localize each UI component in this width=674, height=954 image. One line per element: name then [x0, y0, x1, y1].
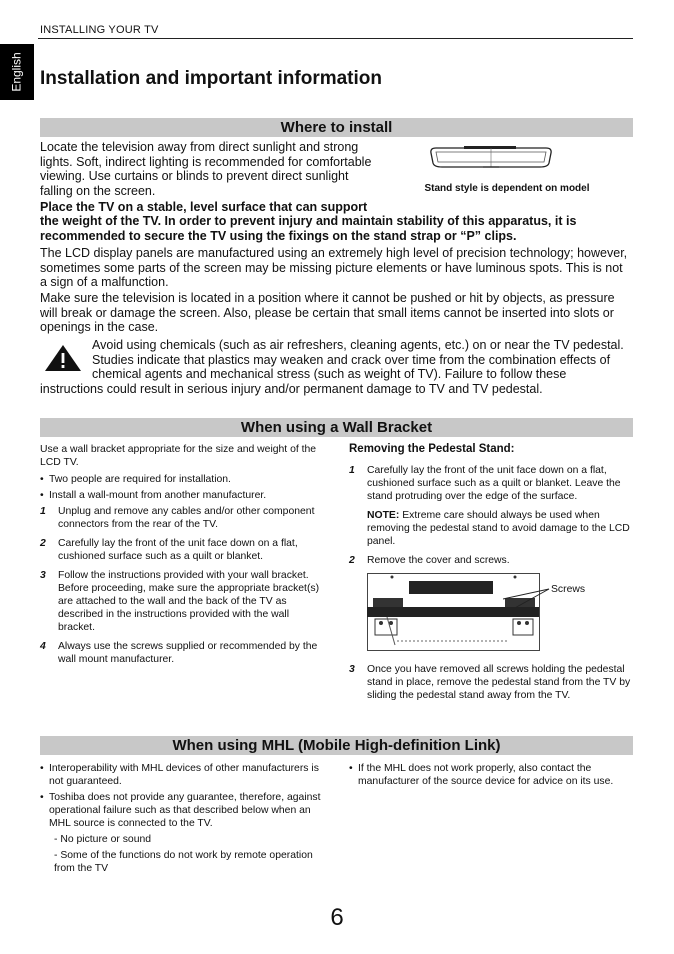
- image-caption: Stand style is dependent on model: [424, 183, 590, 194]
- list-item: • Toshiba does not provide any guarantee, therefore, against operational failure such as that described below when an MHL source is connected to the TV.: [40, 792, 321, 829]
- lcd-paragraph: The LCD display panels are manufactured using an extremely high level of precision technology; however, sometimes some parts of the screen may be missing picture elements or have luminous spots. This is not a sign of a malfunction.: [40, 246, 628, 289]
- language-tab: [0, 44, 34, 100]
- remove-step-1: 1 Carefully lay the front of the unit face down on a flat, cushioned surface such as a quilt or blanket. Leave the stand protruding over the edge of the surface.: [349, 465, 621, 502]
- list-item: • If the MHL does not work properly, also contact the manufacturer of the source device for advice on its use.: [349, 763, 614, 787]
- language-tab-label: English: [10, 52, 25, 92]
- safety-bold-line-1: Place the TV on a stable, level surface that can support: [40, 200, 368, 214]
- safety-bold-line-2: the weight of the TV. In order to prevent injury and maintain stability of this apparatus, it is recommended to secure the TV using the fixings on the stand strap or “P” clips.: [40, 214, 577, 243]
- page-title: Installation and important information: [40, 68, 382, 89]
- section-header-label: INSTALLING YOUR TV: [40, 24, 159, 36]
- intro-paragraph: Locate the television away from direct sunlight and strong lights. Soft, indirect lighting is recommended for comfortable viewing. Use curtains or blinds to prevent direct sunlight falling on the screen.: [40, 140, 372, 198]
- list-item: • Install a wall-mount from another manufacturer.: [40, 490, 267, 501]
- wall-step-2: 2 Carefully lay the front of the unit face down on a flat, cushioned surface such as a quilt or blanket.: [40, 538, 298, 562]
- chemical-warning: [40, 338, 632, 396]
- wall-step-4: 4 Always use the screws supplied or recommended by the wall mount manufacturer.: [40, 641, 318, 665]
- note: NOTE: Extreme care should always be used when removing the pedestal stand to avoid damage to the LCD panel.: [367, 510, 630, 547]
- remove-step-3: 3 Once you have removed all screws holding the pedestal stand in place, remove the pedestal stand from the TV by sliding the pedestal stand away from the TV.: [349, 664, 631, 701]
- screws-label: Screws: [551, 584, 586, 595]
- warning-paragraph: Avoid using chemicals (such as air refreshers, cleaning agents, etc.) on or near the TV pedestal. Studies indicate that plastics may weaken and crack over time from the combination effects of chemical agents and mechanical stress (such as weight of TV). Failure to follow these instructions could result in serious injury and/or permanent damage to TV and TV pedestal.: [40, 338, 624, 396]
- removing-stand-heading: Removing the Pedestal Stand:: [349, 443, 515, 455]
- sub-list-item: - No picture or sound: [54, 834, 152, 845]
- section-heading-mhl: When using MHL (Mobile High-definition Link): [40, 736, 633, 755]
- list-item: • Two people are required for installation.: [40, 474, 231, 485]
- wall-step-3: 3 Follow the instructions provided with your wall bracket. Before proceeding, make sure the appropriate bracket(s) are attached to the wall and the back of the TV as described in the instructions provided with the wall bracket.: [40, 570, 320, 633]
- header-divider: [38, 38, 633, 39]
- rear-diagram: [367, 573, 633, 655]
- mhl-left-column: [40, 762, 324, 878]
- placement-paragraph: Make sure the television is located in a position where it cannot be pushed or hit by objects, as pressure will break or damage the screen. Also, please be certain that small items cannot be inserted into slots or openings in the case.: [40, 291, 615, 334]
- wall-step-1: 1 Unplug and remove any cables and/or other component connectors from the rear of the TV.: [40, 506, 315, 530]
- wall-bracket-right-column: [349, 443, 633, 708]
- list-item: • Interoperability with MHL devices of other manufacturers is not guaranteed.: [40, 763, 319, 787]
- page-number: 6: [330, 904, 344, 931]
- warning-triangle-icon: [44, 344, 82, 372]
- wall-bracket-left-column: [40, 443, 324, 672]
- section-heading-wall-bracket: When using a Wall Bracket: [40, 418, 633, 437]
- sub-list-item: - Some of the functions do not work by remote operation from the TV: [54, 850, 313, 874]
- mhl-right-column: [349, 762, 633, 791]
- wall-bracket-intro: Use a wall bracket appropriate for the size and weight of the LCD TV.: [40, 444, 317, 468]
- remove-step-2: 2 Remove the cover and screws.: [349, 555, 510, 566]
- screws-pointer-lines: [503, 579, 553, 619]
- section-heading-where-to-install: Where to install: [40, 118, 633, 137]
- tv-stand-illustration: [428, 143, 554, 179]
